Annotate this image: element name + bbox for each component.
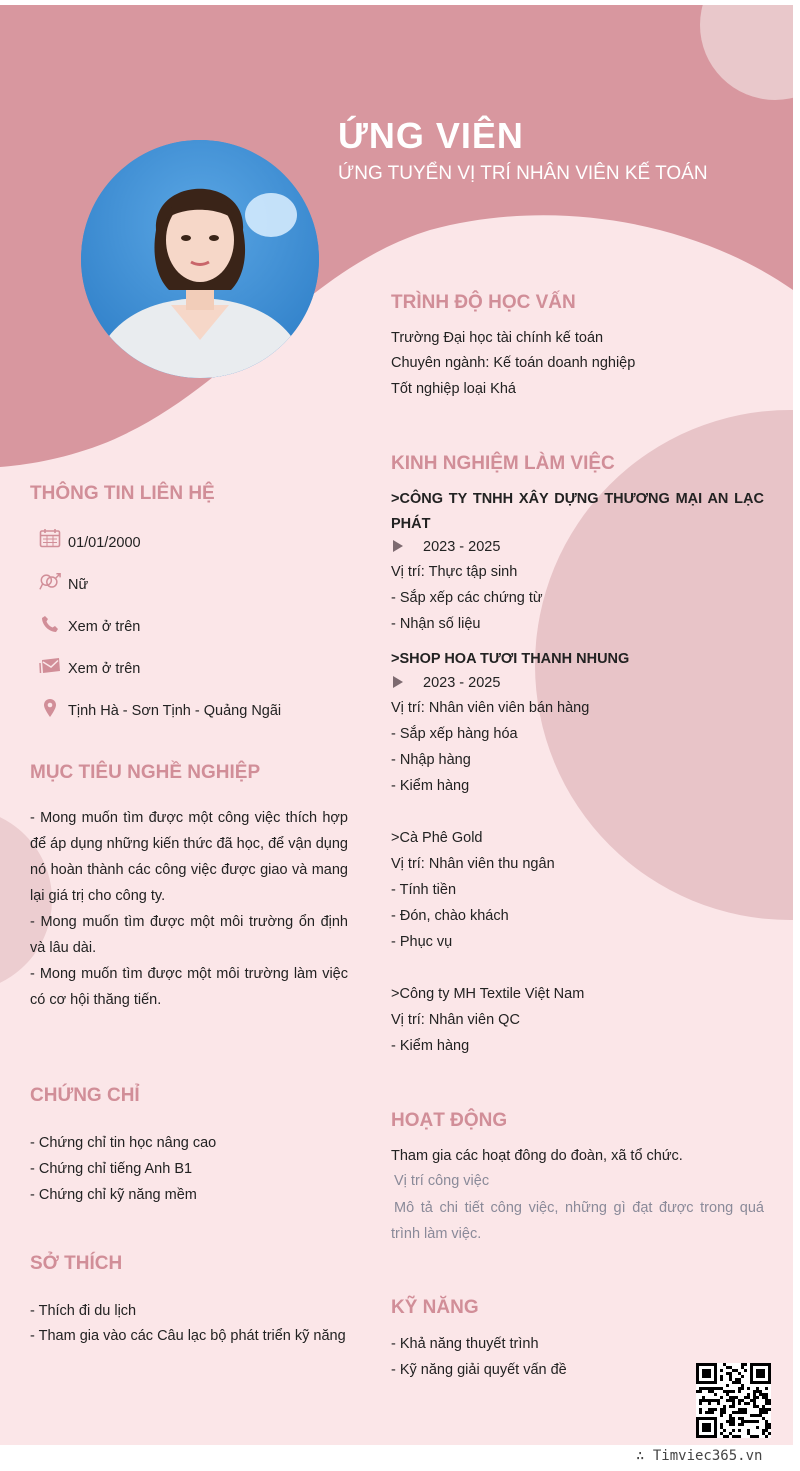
- contact-email: Xem ở trên: [68, 661, 141, 677]
- job-task: - Tính tiền: [391, 882, 457, 898]
- education-line: Tốt nghiệp loại Khá: [391, 381, 516, 397]
- footer-brand: [636, 1448, 762, 1464]
- activities-text: Tham gia các hoạt đông do đoàn, xã tổ chức.: [391, 1148, 683, 1164]
- contact-address: Tịnh Hà - Sơn Tịnh - Quảng Ngãi: [68, 703, 282, 719]
- education-line: Chuyên ngành: Kế toán doanh nghiệp: [391, 355, 636, 371]
- hobby-item: - Thích đi du lịch: [30, 1303, 137, 1319]
- job-task: - Phục vụ: [391, 934, 453, 950]
- education-line: Trường Đại học tài chính kế toán: [391, 330, 604, 346]
- contact-title: THÔNG TIN LIÊN HỆ: [30, 483, 215, 504]
- gender-icon: [39, 571, 61, 593]
- job-role: Vị trí: Thực tập sinh: [391, 564, 518, 580]
- job-period-text: 2023 - 2025: [423, 539, 501, 555]
- certificate-item: - Chứng chỉ kỹ năng mềm: [30, 1187, 197, 1203]
- job-role: Vị trí: Nhân viên viên bán hàng: [391, 700, 590, 716]
- skills-title: KỸ NĂNG: [391, 1297, 479, 1318]
- job-role: Vị trí: Nhân viên thu ngân: [391, 856, 555, 872]
- job-task: - Nhận số liệu: [391, 616, 481, 632]
- skill-item: - Khả năng thuyết trình: [391, 1336, 539, 1352]
- objective-text: - Mong muốn tìm được một công việc thích hợp để áp dụng những kiến thức đã học, để vận dụng nó hoàn thành các công việc được giao và mang lại giá trị cho công ty. - Mong muốn tìm được một môi trường ổn định và lâu dài. - Mong muốn tìm được một môi trường làm việc có cơ hội thăng tiến.: [30, 810, 348, 1008]
- activities-title: HOẠT ĐỘNG: [391, 1110, 508, 1131]
- job-period-text: 2023 - 2025: [423, 675, 501, 691]
- hobbies-title: SỞ THÍCH: [30, 1253, 123, 1274]
- job-task: - Kiểm hàng: [391, 1038, 470, 1054]
- job-company: >SHOP HOA TƯƠI THANH NHUNG: [391, 651, 630, 667]
- job-period: [391, 675, 500, 691]
- hobby-item: - Tham gia vào các Câu lạc bộ phát triển kỹ năng: [30, 1328, 346, 1344]
- avatar: [81, 140, 319, 378]
- job-task: - Sắp xếp các chứng từ: [391, 590, 543, 606]
- activities-desc-placeholder: Mô tả chi tiết công việc, những gì đạt được trong quá trình làm việc.: [391, 1200, 764, 1242]
- job-company: >Công ty MH Textile Việt Nam: [391, 986, 585, 1002]
- calendar-icon: [39, 527, 61, 549]
- job-period: [391, 539, 500, 555]
- job-task: - Sắp xếp hàng hóa: [391, 726, 518, 742]
- play-arrow-icon: [393, 676, 403, 688]
- qr-code: [696, 1363, 771, 1438]
- job-company: >CÔNG TY TNHH XÂY DỰNG THƯƠNG MẠI AN LẠC PHÁT: [391, 491, 764, 532]
- job-role: Vị trí: Nhân viên QC: [391, 1012, 520, 1028]
- job-task: - Đón, chào khách: [391, 908, 509, 924]
- candidate-name: ỨNG VIÊN: [338, 115, 524, 156]
- email-icon: [39, 655, 61, 677]
- contact-gender: Nữ: [68, 577, 89, 593]
- certificate-item: - Chứng chỉ tiếng Anh B1: [30, 1161, 193, 1177]
- job-company: >Cà Phê Gold: [391, 830, 483, 846]
- contact-phone: Xem ở trên: [68, 619, 141, 635]
- activities-role-placeholder: Vị trí công việc: [394, 1173, 490, 1189]
- objective-title: MỤC TIÊU NGHỀ NGHIỆP: [30, 762, 261, 783]
- phone-icon: [39, 613, 61, 635]
- location-pin-icon: [39, 697, 61, 719]
- skill-item: - Kỹ năng giải quyết vấn đề: [391, 1362, 567, 1378]
- education-title: TRÌNH ĐỘ HỌC VẤN: [391, 292, 576, 313]
- logo-dots-icon: ∴: [636, 1448, 653, 1464]
- certificates-title: CHỨNG CHỈ: [30, 1085, 140, 1106]
- brand-text: Timviec365.vn: [652, 1448, 763, 1464]
- applied-position: ỨNG TUYỂN VỊ TRÍ NHÂN VIÊN KẾ TOÁN: [338, 163, 708, 184]
- experience-title: KINH NGHIỆM LÀM VIỆC: [391, 453, 615, 474]
- job-task: - Nhập hàng: [391, 752, 471, 768]
- certificate-item: - Chứng chỉ tin học nâng cao: [30, 1135, 217, 1151]
- job-task: - Kiểm hàng: [391, 778, 470, 794]
- play-arrow-icon: [393, 540, 403, 552]
- cv-page: [0, 5, 793, 1445]
- contact-birthday: 01/01/2000: [68, 535, 141, 551]
